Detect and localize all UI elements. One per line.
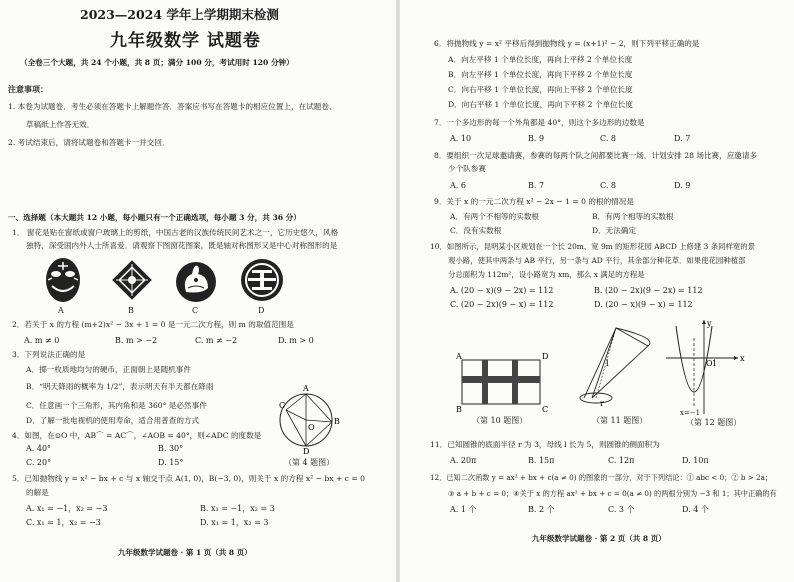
- window-flower-b-icon: [108, 256, 156, 304]
- q10-garden-figure: [456, 352, 549, 414]
- q3-option-b: B．“明天降雨的概率为 1/2”，表示明天有半天都在降雨: [26, 382, 214, 391]
- right-page: [400, 0, 794, 582]
- q1-option-c: C: [192, 306, 199, 315]
- q9-option-b: B．有两个相等的实数根: [592, 212, 674, 221]
- q10-point-d-label: D: [542, 352, 549, 361]
- q2-option-d: D. m > 0: [278, 336, 314, 345]
- q3-option-d: D．了解一批电视机的使用寿命，适合用普查的方式: [26, 416, 200, 425]
- q8-option-d: D. 9: [674, 181, 691, 190]
- q10-option-a: A. (20 − x)(9 − 2x) = 112: [450, 286, 554, 295]
- q4-stem: 4．如图，在⊙O 中，AB⌒ = AC⌒，∠AOB = 40°，则∠ADC 的度数是: [12, 431, 262, 440]
- q5-line-b: 的解是: [26, 488, 49, 497]
- q10-option-b: B. (20 − 2x)(9 − 2x) = 112: [594, 286, 703, 295]
- q4-point-b-label: B: [334, 417, 340, 426]
- q12-x-axis-label: x: [740, 354, 745, 363]
- q8-line-a: 8．要组织一次足球邀请赛，参赛的每两个队之间都要比赛一场．计划安排 28 场比赛，应邀请多: [434, 151, 758, 160]
- q1-option-d: D: [258, 306, 265, 315]
- q6-option-a: A．向左平移 1 个单位长度，再向上平移 2 个单位长度: [448, 55, 633, 64]
- q5-option-a: A. x₁ = −1，x₂ = −3: [26, 504, 108, 513]
- q5-option-d: D. x₁ = 1，x₂ = 3: [200, 518, 269, 527]
- q8-line-b: 少个队参赛: [448, 164, 486, 173]
- fig12-axis-label: x=−1: [680, 409, 701, 417]
- q9-option-d: D．无法确定: [592, 226, 637, 235]
- q12-option-d: D. 4 个: [682, 505, 709, 514]
- q10-line-a: 10．如图所示，昆明某小区规划在一个长 20m、宽 9m 的矩形花园 ABCD 上修建 3 条同样宽的景: [430, 242, 756, 251]
- q12-line-a: 12．已知二次函数 y = ax² + bx + c(a ≠ 0) 的图象的一部分，对于下列结论：① abc < 0；② b > 2a；: [430, 473, 773, 482]
- q4-option-c: C. 20°: [26, 458, 52, 467]
- q12-option-c: C. 3 个: [608, 505, 635, 514]
- fig12-caption: （第 12 题图）: [686, 418, 742, 427]
- q5-line-a: 5．已知抛物线 y = x² − bx + c 与 x 轴交于点 A(1, 0)，B(−3, 0)，则关于 x 的方程 x² − bx + c = 0: [12, 474, 365, 483]
- left-footer: 九年级数学试题卷 · 第 1 页（共 8 页）: [118, 548, 252, 557]
- subject-title: 九年级数学 试题卷: [110, 31, 261, 51]
- q12-origin-label: O: [706, 359, 713, 368]
- window-flower-d-icon: [238, 256, 286, 304]
- q7-option-a: A. 10: [450, 134, 472, 143]
- right-footer: 九年级数学试题卷 · 第 2 页（共 8 页）: [532, 534, 666, 543]
- q4-caption: （第 4 题图）: [284, 458, 335, 467]
- q12-parabola-figure: [662, 318, 745, 418]
- q11-stem: 11．已知圆锥的底面半径 r 为 3，母线 l 长为 5，则圆锥的侧面积为: [430, 440, 660, 449]
- q12-y-axis-label: y: [707, 319, 712, 328]
- q9-option-c: C．没有实数根: [450, 226, 502, 235]
- q8-option-c: C. 8: [600, 181, 617, 190]
- notice-heading: 注意事项：: [8, 84, 48, 94]
- q6-stem: 6．将抛物线 y = x² 平移后得到抛物线 y = (x+1)² − 2，则下列平移正确的是: [434, 39, 700, 48]
- q11-radius-label: r: [600, 399, 604, 408]
- q1-option-b: B: [128, 306, 134, 315]
- q9-stem: 9．关于 x 的一元二次方程 x² − 2x − 1 = 0 的根的情况是: [434, 197, 634, 206]
- q12-option-b: B. 2 个: [528, 505, 555, 514]
- q2-option-b: B. m > −2: [115, 336, 158, 345]
- q6-option-d: D．向右平移 1 个单位长度，再向下平移 2 个单位长度: [448, 100, 633, 109]
- exam-title: 2023—2024 学年上学期期末检测: [80, 7, 279, 22]
- q10-line-b: 观小路，使其中两条与 AB 平行，另一条与 AD 平行，其余部分种花草．如果使花园种植部: [448, 256, 746, 265]
- q6-option-c: C．向右平移 1 个单位长度，再向上平移 2 个单位长度: [448, 85, 633, 94]
- q11-slant-label: l: [606, 359, 609, 368]
- q4-option-a: A. 40°: [26, 444, 52, 453]
- notice-1b: 草稿纸上作答无效．: [26, 120, 95, 129]
- q8-option-b: B. 7: [528, 181, 545, 190]
- q2-stem: 2．若关于 x 的方程 (m+2)x² − 3x + 1 = 0 是一元二次方程，则 m 的取值范围是: [12, 320, 294, 329]
- fig10-caption: （第 10 题图）: [472, 416, 528, 425]
- q9-option-a: A．有两个不相等的实数根: [450, 212, 540, 221]
- exam-info: （全卷三个大题，共 24 个小题，共 8 页；满分 100 分，考试用时 120 分钟）: [20, 58, 294, 67]
- q11-option-d: D. 10π: [682, 456, 709, 465]
- q10-option-c: C. (20 − 2x)(9 − x) = 112: [450, 300, 554, 309]
- q10-line-c: 分总面积为 112m²，设小路宽为 xm，那么 x 满足的方程是: [448, 270, 645, 279]
- q7-stem: 7．一个多边形的每一个外角都是 40°，则这个多边形的边数是: [434, 118, 645, 127]
- window-flower-c-icon: [172, 256, 220, 304]
- q1-line-a: 1． 窗花是贴在窗纸或窗户玻璃上的剪纸，中国古老的汉族传统民间艺术之一，它历史悠久，风格: [12, 228, 339, 237]
- q1-line-b: 独特，深受国内外人士所喜爱．请观察下图窗花图案，既是轴对称图形又是中心对称图形的是: [26, 241, 338, 250]
- q4-point-c-label: C: [279, 401, 286, 410]
- notice-1a: 1. 本卷为试题卷．考生必须在答题卡上解题作答．答案应书写在答题卡的相应位置上，在试题卷、: [8, 102, 337, 111]
- q12-one-label: 1: [712, 359, 718, 368]
- q4-point-o-label: O: [308, 423, 315, 432]
- q3-option-a: A．掷一枚质地均匀的硬币，正面朝上是随机事件: [26, 365, 191, 374]
- q10-point-b-label: B: [456, 405, 462, 414]
- q4-circle-figure: [276, 382, 346, 454]
- q8-option-a: A. 6: [450, 181, 466, 190]
- q4-option-d: D. 15°: [158, 458, 184, 467]
- q5-option-b: B. x₁ = −1，x₂ = 3: [200, 504, 275, 513]
- q7-option-b: B. 9: [528, 134, 545, 143]
- q4-point-a-label: A: [303, 384, 309, 393]
- q10-point-a-label: A: [456, 352, 462, 361]
- q11-cone-figure: [572, 318, 662, 414]
- q3-stem: 3．下列说法正确的是: [12, 350, 86, 359]
- q7-option-d: D. 7: [674, 134, 691, 143]
- q12-line-b: ③ a + b + c = 0；④关于 x 的方程 ax² + bx + c = 0(a ≠ 0) 的两根分别为 −3 和 1；其中正确的有: [448, 489, 777, 498]
- q2-option-c: C. m ≠ −2: [195, 336, 238, 345]
- q4-point-d-label: D: [303, 447, 310, 456]
- fig11-caption: （第 11 题图）: [592, 416, 648, 425]
- q4-option-b: B. 30°: [158, 444, 184, 453]
- notice-2: 2. 考试结束后，请将试题卷和答题卡一并交回．: [8, 138, 170, 147]
- window-flower-a-icon: [38, 256, 88, 304]
- q11-option-c: C. 12π: [608, 456, 635, 465]
- q3-option-c: C．任意画一个三角形，其内角和是 360° 是必然事件: [26, 401, 207, 410]
- q1-option-a: A: [58, 306, 64, 315]
- q7-option-c: C. 8: [600, 134, 617, 143]
- q12-option-a: A. 1 个: [450, 505, 477, 514]
- q2-option-a: A. m ≠ 0: [24, 336, 60, 345]
- section1-heading: 一、选择题（本大题共 12 小题，每小题只有一个正确选项，每小题 3 分，共 36 分）: [8, 213, 301, 222]
- q11-option-b: B. 15π: [528, 456, 555, 465]
- q10-option-d: D. (20 − x)(9 − x) = 112: [594, 300, 693, 309]
- q10-point-c-label: C: [542, 405, 549, 414]
- q11-option-a: A. 20π: [450, 456, 477, 465]
- q5-option-c: C. x₁ = 1，x₂ = −3: [26, 518, 101, 527]
- q6-option-b: B．向左平移 1 个单位长度，再向下平移 2 个单位长度: [448, 70, 633, 79]
